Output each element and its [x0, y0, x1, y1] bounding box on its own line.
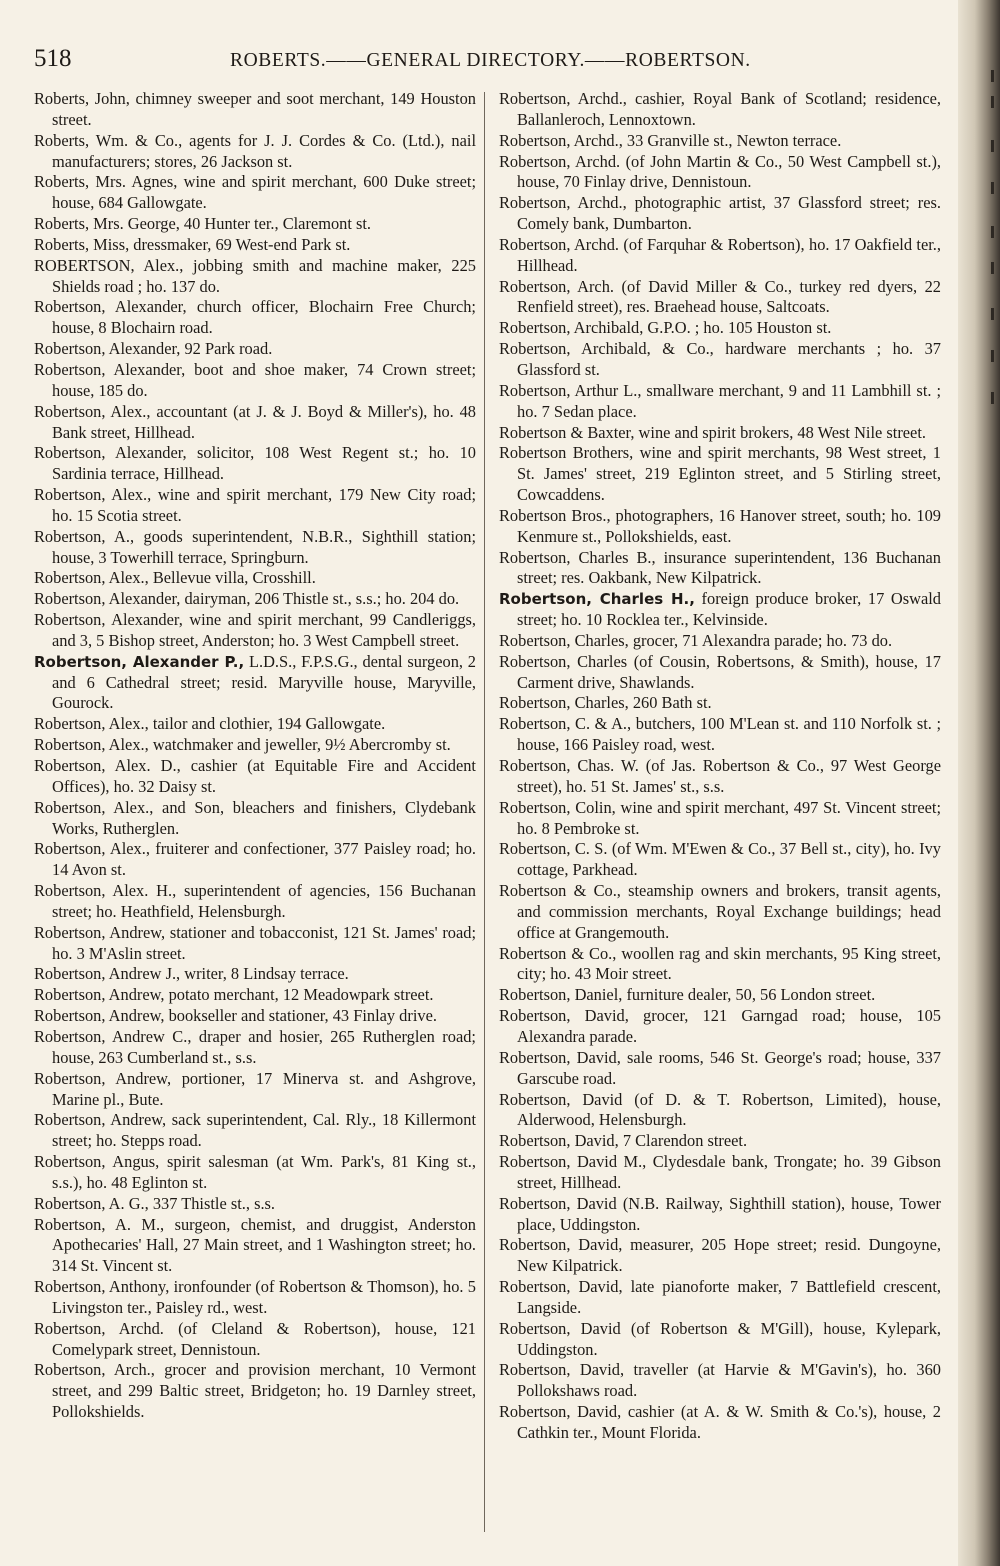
- directory-entry: [499, 631, 941, 652]
- directory-entry: [34, 1152, 476, 1194]
- entry-text: Robertson, Archibald, & Co., hardware merchants ; ho. 37 Glassford st.: [499, 339, 941, 379]
- page-number: 518: [34, 45, 72, 72]
- directory-entry: [34, 798, 476, 840]
- directory-entry: [499, 193, 941, 235]
- entry-text: Robertson, Arthur L., smallware merchant, 9 and 11 Lambhill st. ; ho. 7 Sedan place.: [499, 380, 941, 421]
- directory-entry: [499, 1048, 941, 1090]
- directory-entry: [499, 423, 941, 444]
- entry-text: Robertson, Andrew, stationer and tobacconist, 121 St. James' road; ho. 3 M'Aslin street.: [34, 922, 476, 963]
- directory-entry: [34, 297, 476, 339]
- directory-entry: [34, 89, 476, 131]
- directory-entry: [34, 1277, 476, 1319]
- entry-text: Robertson, Alex., watchmaker and jeweller, 9½ Abercromby st.: [34, 735, 451, 755]
- directory-entry: [34, 235, 476, 256]
- directory-entry: [499, 985, 941, 1006]
- entry-text: Robertson, David, grocer, 121 Garngad road; house, 105 Alexandra parade.: [499, 1006, 941, 1046]
- directory-entry: [34, 1069, 476, 1111]
- entry-text: Robertson, C. S. (of Wm. M'Ewen & Co., 37 Bell st., city), ho. Ivy cottage, Parkhead.: [499, 839, 941, 880]
- directory-entry: [499, 1194, 941, 1236]
- directory-entry: [34, 256, 476, 298]
- directory-entry: [499, 839, 941, 881]
- entry-text: Robertson, Alexander, 92 Park road.: [34, 339, 273, 359]
- entry-text: ROBERTSON, Alex., jobbing smith and machine maker, 225 Shields road ; ho. 137 do.: [34, 255, 476, 296]
- entry-text: Robertson, Archd., 33 Granville st., Newton terrace.: [499, 130, 842, 150]
- directory-entry: [499, 443, 941, 506]
- right-column: [499, 89, 941, 1444]
- directory-entry: [34, 1319, 476, 1361]
- entry-text: Robertson, Andrew J., writer, 8 Lindsay terrace.: [34, 964, 349, 984]
- running-head: ROBERTS.——GENERAL DIRECTORY.——ROBERTSON.: [230, 50, 751, 71]
- directory-entry: [34, 360, 476, 402]
- entry-text: Robertson, A. M., surgeon, chemist, and druggist, Anderston Apothecaries' Hall, 27 Main street, and 1 Washington street; ho. 314 St. Vincent st.: [34, 1214, 476, 1276]
- page-binding-edge: [958, 0, 1000, 1566]
- entry-text: Roberts, John, chimney sweeper and soot merchant, 149 Houston street.: [34, 89, 476, 129]
- directory-entry: [34, 1360, 476, 1423]
- entry-text: Robertson, Archd., cashier, Royal Bank of Scotland; residence, Ballanleroch, Lennoxtown.: [499, 89, 941, 129]
- entry-text: Robertson, Charles, 260 Bath st.: [499, 693, 712, 713]
- directory-entry: [34, 214, 476, 235]
- entry-text: Robertson & Baxter, wine and spirit brokers, 48 West Nile street.: [499, 422, 926, 442]
- directory-entry: [34, 1194, 476, 1215]
- entry-text: Robertson, David (of Robertson & M'Gill), house, Kylepark, Uddingston.: [499, 1318, 941, 1359]
- entry-text: Robertson, David, late pianoforte maker, 7 Battlefield crescent, Langside.: [499, 1277, 941, 1317]
- directory-entry: [34, 714, 476, 735]
- directory-entry: [499, 381, 941, 423]
- entry-text: Robertson, Alexander, church officer, Blochairn Free Church; house, 8 Blochairn road.: [34, 297, 476, 338]
- entry-text: Robertson, Andrew, portioner, 17 Minerva st. and Ashgrove, Marine pl., Bute.: [34, 1068, 476, 1109]
- entry-text: Robertson, Alexander, solicitor, 108 West Regent st.; ho. 10 Sardinia terrace, Hillhead.: [34, 443, 476, 484]
- directory-entry: [34, 172, 476, 214]
- directory-entry: [34, 964, 476, 985]
- entry-text: Robertson, Alex., Bellevue villa, Crosshill.: [34, 568, 316, 588]
- entry-text: Robertson, Andrew, sack superintendent, Cal. Rly., 18 Killermont street; ho. Stepps road.: [34, 1110, 476, 1151]
- directory-entry: [499, 548, 941, 590]
- entry-text: Roberts, Mrs. George, 40 Hunter ter., Claremont st.: [34, 214, 372, 234]
- entry-text: Robertson, Andrew, bookseller and stationer, 43 Finlay drive.: [34, 1006, 437, 1026]
- directory-entry: [499, 339, 941, 381]
- directory-entry: [499, 1131, 941, 1152]
- page-header: [34, 44, 964, 78]
- directory-entry: [34, 652, 476, 715]
- directory-entry: [34, 589, 476, 610]
- entry-text: Robertson, David (of D. & T. Robertson, Limited), house, Alderwood, Helensburgh.: [499, 1089, 941, 1130]
- entry-text: Robertson, A., goods superintendent, N.B.R., Sighthill station; house, 3 Towerhill terrace, Springburn.: [34, 526, 476, 567]
- entry-text: Robertson, Alex. D., cashier (at Equitable Fire and Accident Offices), ho. 32 Daisy st.: [34, 756, 476, 796]
- entry-text: L.D.S., F.P.S.G., dental surgeon, 2 and 6 Cathedral street; resid. Maryville house, Maryville, Gourock.: [52, 651, 477, 713]
- left-column: [34, 89, 476, 1423]
- directory-entry: [499, 589, 941, 631]
- directory-entry: [34, 1027, 476, 1069]
- entry-text: Robertson, Colin, wine and spirit merchant, 497 St. Vincent street; ho. 8 Pembroke st.: [499, 797, 941, 838]
- entry-text: Robertson, Charles, grocer, 71 Alexandra parade; ho. 73 do.: [499, 630, 893, 650]
- entry-text: Robertson, Alex., wine and spirit merchant, 179 New City road; ho. 15 Scotia street.: [34, 485, 476, 525]
- entry-text: Robertson, Alex., accountant (at J. & J. Boyd & Miller's), ho. 48 Bank street, Hillhead.: [34, 401, 476, 442]
- entry-text: Robertson Bros., photographers, 16 Hanover street, south; ho. 109 Kenmure st., Pollokshields, east.: [499, 505, 941, 546]
- entry-bold-name: Robertson, Charles H.,: [499, 590, 695, 609]
- entry-text: Robertson, Alexander, wine and spirit merchant, 99 Candleriggs, and 3, 5 Bishop street, Anderston; ho. 3 West Campbell street.: [34, 610, 476, 650]
- directory-entry: [499, 714, 941, 756]
- directory-entry: [34, 443, 476, 485]
- directory-entry: [34, 131, 476, 173]
- directory-entry: [499, 1006, 941, 1048]
- directory-entry: [34, 485, 476, 527]
- directory-entry: [34, 1215, 476, 1278]
- directory-entry: [499, 89, 941, 131]
- entry-text: Roberts, Miss, dressmaker, 69 West-end Park st.: [34, 234, 351, 254]
- directory-entry: [499, 944, 941, 986]
- entry-bold-name: Robertson, Alexander P.,: [34, 652, 245, 671]
- entry-text: Robertson, David, sale rooms, 546 St. George's road; house, 337 Garscube road.: [499, 1047, 941, 1088]
- directory-entry: [499, 1319, 941, 1361]
- entry-text: Robertson, David, measurer, 205 Hope street; resid. Dungoyne, New Kilpatrick.: [499, 1235, 941, 1276]
- entry-text: Robertson, C. & A., butchers, 100 M'Lean st. and 110 Norfolk st. ; house, 166 Paisley road, west.: [499, 714, 941, 755]
- entry-text: Roberts, Mrs. Agnes, wine and spirit merchant, 600 Duke street; house, 684 Gallowgate.: [34, 172, 476, 213]
- entry-text: Robertson Brothers, wine and spirit merchants, 98 West street, 1 St. James' street, 219 Eglinton street, and 5 Stirling street, Cowcaddens.: [499, 443, 941, 505]
- column-divider: [484, 92, 485, 1532]
- entry-text: Robertson, Chas. W. (of Jas. Robertson & Co., 97 West George street), ho. 51 St. James' st., s.s.: [499, 756, 941, 796]
- directory-entry: [34, 568, 476, 589]
- directory-entry: [499, 1090, 941, 1132]
- entry-text: Robertson, Alexander, dairyman, 206 Thistle st., s.s.; ho. 204 do.: [34, 589, 460, 609]
- entry-text: Robertson, David, cashier (at A. & W. Smith & Co.'s), house, 2 Cathkin ter., Mount Florida.: [499, 1402, 941, 1442]
- entry-text: Robertson, Charles (of Cousin, Robertsons, & Smith), house, 17 Carment drive, Shawlands.: [499, 651, 941, 692]
- entry-text: Robertson, Archd. (of Farquhar & Robertson), ho. 17 Oakfield ter., Hillhead.: [499, 234, 941, 275]
- directory-entry: [34, 1006, 476, 1027]
- directory-entry: [499, 1277, 941, 1319]
- directory-entry: [34, 1110, 476, 1152]
- entry-text: Robertson, Archd. (of John Martin & Co., 50 West Campbell st.), house, 70 Finlay drive, Dennistoun.: [499, 151, 941, 192]
- directory-entry: [34, 402, 476, 444]
- entry-text: Robertson, Andrew, potato merchant, 12 Meadowpark street.: [34, 985, 434, 1005]
- directory-entry: [34, 610, 476, 652]
- directory-entry: [499, 235, 941, 277]
- directory-entry: [499, 131, 941, 152]
- directory-entry: [499, 277, 941, 319]
- directory-entry: [34, 756, 476, 798]
- entry-text: Robertson, David M., Clydesdale bank, Trongate; ho. 39 Gibson street, Hillhead.: [499, 1152, 941, 1192]
- entry-text: Robertson, Angus, spirit salesman (at Wm. Park's, 81 King st., s.s.), ho. 48 Eglinton st.: [34, 1152, 476, 1192]
- entry-text: Robertson, Daniel, furniture dealer, 50, 56 London street.: [499, 985, 876, 1005]
- entry-text: Robertson & Co., steamship owners and brokers, transit agents, and commission merchants, Royal Exchange buildings; head office at Grangemouth.: [499, 881, 941, 942]
- entry-text: Robertson, Andrew C., draper and hosier, 265 Rutherglen road; house, 263 Cumberland st., s.s.: [34, 1026, 476, 1067]
- entry-text: Roberts, Wm. & Co., agents for J. J. Cordes & Co. (Ltd.), nail manufacturers; stores, 26 Jackson st.: [34, 130, 476, 171]
- entry-text: Robertson, Arch. (of David Miller & Co., turkey red dyers, 22 Renfield street), res. Braehead house, Saltcoats.: [499, 276, 941, 317]
- directory-entry: [34, 839, 476, 881]
- entry-text: Robertson, Archd. (of Cleland & Robertson), house, 121 Comelypark street, Dennistoun.: [34, 1318, 476, 1359]
- entry-text: Robertson, Anthony, ironfounder (of Robertson & Thomson), ho. 5 Livingston ter., Paisley rd., west.: [34, 1277, 476, 1317]
- directory-entry: [499, 1360, 941, 1402]
- entry-text: Robertson, A. G., 337 Thistle st., s.s.: [34, 1193, 276, 1213]
- directory-entry: [499, 1235, 941, 1277]
- directory-entry: [499, 152, 941, 194]
- entry-text: Robertson, David, traveller (at Harvie & M'Gavin's), ho. 360 Pollokshaws road.: [499, 1360, 941, 1401]
- entry-text: foreign produce broker, 17 Oswald street; ho. 10 Rocklea ter., Kelvinside.: [517, 589, 941, 630]
- directory-entry: [499, 506, 941, 548]
- entry-text: Robertson & Co., woollen rag and skin merchants, 95 King street, city; ho. 43 Moir street.: [499, 943, 941, 984]
- entry-text: Robertson, Alex., and Son, bleachers and finishers, Clydebank Works, Rutherglen.: [34, 797, 476, 838]
- directory-entry: [499, 652, 941, 694]
- entry-text: Robertson, Archibald, G.P.O. ; ho. 105 Houston st.: [499, 318, 832, 338]
- entry-text: Robertson, Charles B., insurance superintendent, 136 Buchanan street; res. Oakbank, New Kilpatrick.: [499, 547, 941, 588]
- directory-entry: [499, 693, 941, 714]
- directory-entry: [499, 881, 941, 944]
- entry-text: Robertson, Alex., tailor and clothier, 194 Gallowgate.: [34, 714, 386, 734]
- directory-entry: [499, 1402, 941, 1444]
- entry-text: Robertson, Alexander, boot and shoe maker, 74 Crown street; house, 185 do.: [34, 359, 476, 400]
- entry-text: Robertson, Arch., grocer and provision merchant, 10 Vermont street, and 299 Baltic street, Bridgeton; ho. 19 Darnley street, Pollokshields.: [34, 1360, 476, 1422]
- directory-entry: [34, 735, 476, 756]
- directory-entry: [34, 527, 476, 569]
- entry-text: Robertson, Archd., photographic artist, 37 Glassford street; res. Comely bank, Dumbarton.: [499, 193, 941, 234]
- directory-entry: [499, 318, 941, 339]
- directory-entry: [499, 756, 941, 798]
- directory-entry: [499, 1152, 941, 1194]
- entry-text: Robertson, Alex. H., superintendent of agencies, 156 Buchanan street; ho. Heathfield, Helensburgh.: [34, 881, 476, 921]
- directory-entry: [34, 923, 476, 965]
- entry-text: Robertson, Alex., fruiterer and confectioner, 377 Paisley road; ho. 14 Avon st.: [34, 839, 476, 880]
- entry-text: Robertson, David (N.B. Railway, Sighthill station), house, Tower place, Uddingston.: [499, 1193, 941, 1234]
- directory-entry: [34, 985, 476, 1006]
- entry-text: Robertson, David, 7 Clarendon street.: [499, 1131, 748, 1151]
- directory-entry: [34, 881, 476, 923]
- directory-entry: [34, 339, 476, 360]
- directory-entry: [499, 798, 941, 840]
